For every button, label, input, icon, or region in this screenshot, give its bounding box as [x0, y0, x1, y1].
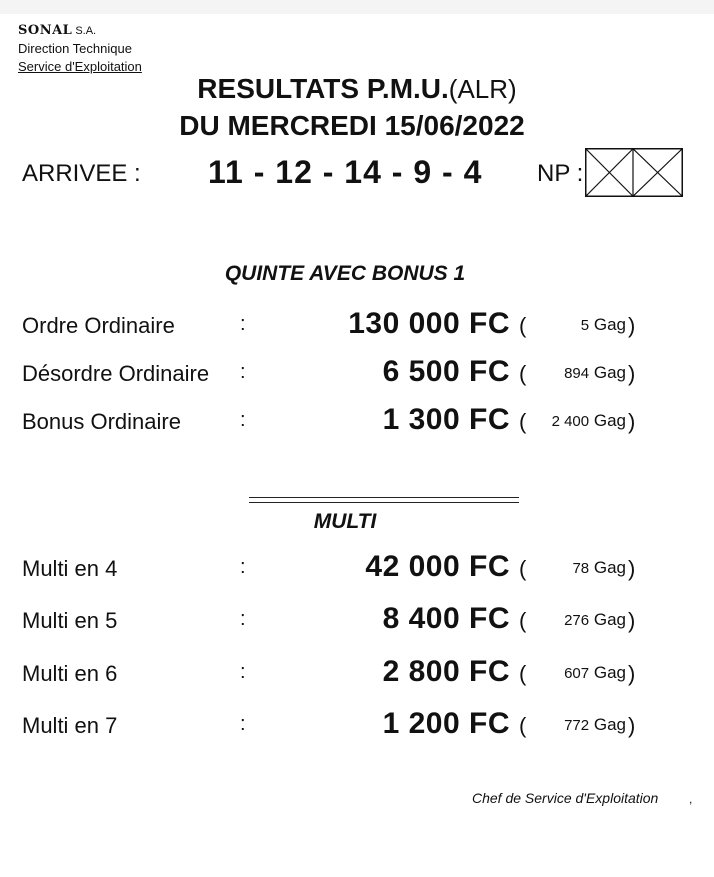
row-winners: [564, 715, 626, 735]
result-row-desordre: [0, 355, 714, 395]
winners-count: 894: [564, 365, 590, 382]
row-paren-open: (: [519, 713, 527, 738]
row-paren-close: ): [628, 713, 636, 738]
row-paren-open: (: [519, 556, 527, 581]
result-row-ordre: [0, 307, 714, 347]
row-paren-open: (: [519, 409, 527, 434]
row-label: Multi en 5: [22, 608, 118, 633]
department-name: Direction Technique: [18, 41, 132, 56]
row-colon: :: [240, 661, 246, 683]
winners-count: 276: [564, 612, 590, 629]
row-colon: :: [240, 361, 246, 383]
winners-unit: Gag: [593, 610, 626, 629]
row-paren-close: ): [628, 361, 636, 386]
row-amount: 8 400 FC: [382, 602, 510, 635]
row-paren-open: (: [519, 313, 527, 338]
row-paren-open: (: [519, 608, 527, 633]
quinte-section-title: QUINTE AVEC BONUS 1: [224, 262, 466, 285]
arrivee-label: ARRIVEE :: [22, 160, 141, 187]
winners-count: 772: [564, 717, 590, 734]
row-label: Multi en 6: [22, 661, 118, 686]
row-label: Multi en 4: [22, 556, 118, 581]
row-paren-open: (: [519, 361, 527, 386]
stray-mark: ,: [689, 792, 693, 806]
row-amount: 6 500 FC: [382, 355, 510, 388]
row-winners: [564, 663, 626, 683]
np-label: NP :: [537, 160, 584, 187]
result-row-bonus: [0, 403, 714, 443]
winners-unit: Gag: [593, 715, 626, 734]
winners-unit: Gag: [593, 363, 626, 382]
row-amount: 42 000 FC: [365, 550, 510, 583]
page-subtitle-date: DU MERCREDI 15/06/2022: [179, 110, 525, 141]
top-margin-strip: [0, 0, 714, 14]
result-row-multi-6: [0, 655, 714, 695]
row-paren-close: ): [628, 661, 636, 686]
row-colon: :: [240, 713, 246, 735]
row-paren-open: (: [519, 661, 527, 686]
row-label: Ordre Ordinaire: [22, 313, 175, 338]
section-divider: [249, 497, 519, 503]
row-paren-close: ): [628, 556, 636, 581]
winners-count: 78: [572, 560, 590, 577]
row-colon: :: [240, 313, 246, 335]
page-title: [0, 74, 714, 104]
np-crossed-box: [585, 148, 683, 197]
row-amount: 1 200 FC: [382, 707, 510, 740]
row-colon: :: [240, 556, 246, 578]
row-winners: [581, 315, 626, 335]
winners-unit: Gag: [593, 663, 626, 682]
result-row-multi-5: [0, 602, 714, 642]
multi-section-title: MULTI: [313, 510, 377, 533]
winners-count: 2 400: [551, 413, 590, 430]
row-colon: :: [240, 608, 246, 630]
winners-unit: Gag: [593, 558, 626, 577]
company-suffix: S.A.: [75, 25, 97, 37]
row-paren-close: ): [628, 409, 636, 434]
title-suffix: (ALR): [448, 74, 517, 104]
row-colon: :: [240, 409, 246, 431]
row-amount: 1 300 FC: [382, 403, 510, 436]
winners-count: 607: [564, 665, 590, 682]
company-brand: [18, 22, 96, 38]
row-label: Multi en 7: [22, 713, 118, 738]
service-name: Service d'Exploitation: [18, 59, 142, 74]
row-winners: [564, 363, 626, 383]
result-row-multi-4: [0, 550, 714, 590]
company-logo: SONAL: [18, 23, 73, 38]
result-row-multi-7: [0, 707, 714, 747]
row-winners: [552, 411, 626, 431]
winners-count: 5: [580, 317, 590, 334]
row-amount: 130 000 FC: [348, 307, 510, 340]
arrivee-numbers: 11 - 12 - 14 - 9 - 4: [208, 154, 483, 190]
row-paren-close: ): [628, 608, 636, 633]
row-label: Désordre Ordinaire: [22, 361, 210, 386]
row-winners: [564, 610, 626, 630]
row-winners: [572, 558, 626, 578]
winners-unit: Gag: [593, 315, 626, 334]
signature-title: Chef de Service d'Exploitation: [472, 790, 659, 806]
winners-unit: Gag: [593, 411, 626, 430]
row-label: Bonus Ordinaire: [22, 409, 181, 434]
row-paren-close: ): [628, 313, 636, 338]
row-amount: 2 800 FC: [382, 655, 510, 688]
title-main: RESULTATS P.M.U.: [197, 73, 449, 104]
